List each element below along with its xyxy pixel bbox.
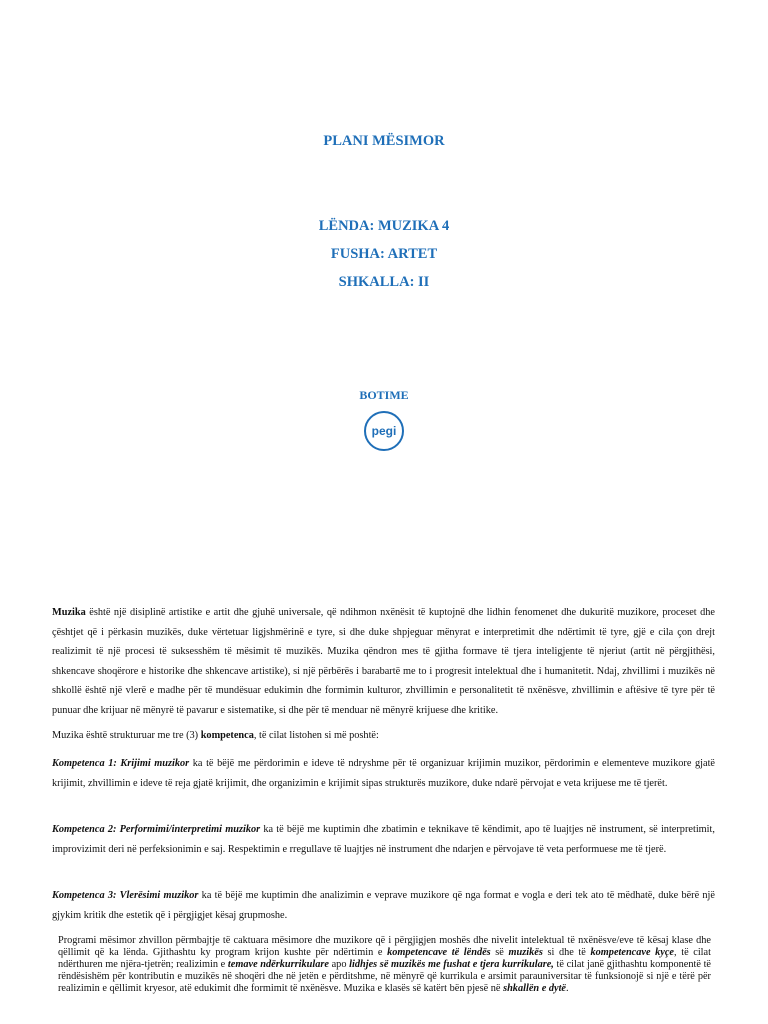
field-title: FUSHA: ARTET: [330, 246, 438, 262]
intro-lead: Muzika: [52, 607, 86, 618]
plan-title: PLANI MËSIMOR: [323, 133, 445, 149]
structure-bold: kompetenca: [200, 730, 254, 741]
competence-2-label: Kompetenca 2: Performimi/interpretimi muzikor: [52, 824, 261, 835]
structure-after: , të cilat listohen si më poshtë:: [253, 730, 379, 741]
intro-paragraph: [52, 603, 715, 720]
scale-title: SHKALLA: II: [338, 274, 430, 290]
program-part: .: [566, 983, 569, 994]
program-part: të cilat janë gjithashtu komponentë të rëndësishëm për kontributin e muzikës në shoqëri dhe në jetën e përditshme, në mënyrë që kurrikula e arsimit parauniversitar të funksionojë si një e tërë për realizimin e qëllimit kryesor, atë edukimit dhe formimit të nxënësve. Muzika e klasës së katërt bën pjesë në: [58, 959, 712, 994]
program-part: së: [490, 947, 509, 958]
program-part: si dhe të: [542, 947, 591, 958]
intro-text: është një disiplinë artistike e artit dhe gjuhë universale, që ndihmon nxënësit të kuptojnë dhe lidhin fenomenet dhe dukuritë muzikore, proceset dhe çështjet që i përkasin muzikës, duke vërtetuar ligjshmërinë e tyre, si dhe duke shpjeguar mënyrat e interpretimit dhe ndërtimit të tyre, gjë e cila çon drejt realizimit të një procesi të suksesshëm të mësimit të muzikës. Muzika qëndron mes të gjitha formave të tjera inteligjente të njeriut (artit në përgjithësi, shkencave shoqërore e historike dhe shkencave artistike), si një përbërës i barabartë me to i progresit intelektual dhe i humanitetit. Ndaj, zhvillimi i muzikës në shkollë është një vlerë e madhe për të mundësuar edukimin dhe formimin kulturor, zhvillimin e personalitetit të nxënësve, zhvillimin e aftësive të tyre për të punuar dhe krijuar në mënyrë të pavarur e sistematike, si dhe për të menduar në mënyrë krijuese dhe kritike.: [52, 607, 715, 716]
subject-title: LËNDA: MUZIKA 4: [318, 218, 450, 234]
structure-before: Muzika është strukturuar me tre (3): [52, 730, 201, 741]
competence-2-text: ka të bëjë me kuptimin dhe zbatimin e teknikave të këndimit, apo të luajtjes në instrument, së interpretimit, improvizimit deri në perfeksionimin e saj. Respektimin e rregullave të luajtjes në instrument dhe ndarjen e përvojave të veta performuese me të tjerë.: [52, 824, 715, 855]
program-emphasis: lidhjes së muzikës me fushat e tjera kurrikulare,: [349, 959, 554, 970]
competence-3-label: Kompetenca 3: Vlerësimi muzikor: [52, 890, 199, 901]
program-emphasis: kompetencave kyçe: [590, 947, 675, 958]
pegi-logo: [364, 411, 404, 451]
program-paragraph: [58, 935, 711, 995]
program-part: Programi mësimor zhvillon përmbajtje të caktuara mësimore dhe muzikore që i përgjigjen moshës dhe nivelit intelektual të nxënësve/eve të kësaj klase dhe qëllimit që ka lënda. Gjithashtu ky program krijon kushte për ndërtimin e: [58, 935, 711, 958]
program-part: apo: [328, 959, 350, 970]
competence-3: [52, 886, 715, 925]
program-emphasis: kompetencave të lëndës: [387, 947, 491, 958]
competence-1-text: ka të bëjë me përdorimin e ideve të ndryshme për të organizuar krijimin muzikor, përdorimin e elementeve muzikore gjatë krijimit, zhvillimin e ideve të reja gjatë krijimit, dhe organizimin e krijimit sipas strukturës muzikore, duke ndarë përvojat e veta krijuese me të tjerët.: [52, 758, 715, 789]
program-part: , të cilat ndërthuren me njëra-tjetrën; realizimin e: [58, 947, 711, 970]
structure-paragraph: [52, 726, 715, 746]
program-emphasis: muzikës: [508, 947, 543, 958]
publisher-label: BOTIME: [359, 388, 409, 402]
program-emphasis: temave ndërkurrikulare: [227, 959, 329, 970]
program-emphasis: shkallën e dytë: [503, 983, 566, 994]
competence-1-label: Kompetenca 1: Krijimi muzikor: [52, 758, 190, 769]
competence-2: [52, 820, 715, 859]
competence-1: [52, 754, 715, 793]
competence-3-text: ka të bëjë me kuptimin dhe analizimin e veprave muzikore që nga format e vogla e deri tek ato të mëdhatë, duke bërë një gjykim kritik dhe estetik që i përgjigjet kësaj grupmoshe.: [52, 890, 715, 921]
pegi-logo-text: pegi: [371, 424, 397, 438]
